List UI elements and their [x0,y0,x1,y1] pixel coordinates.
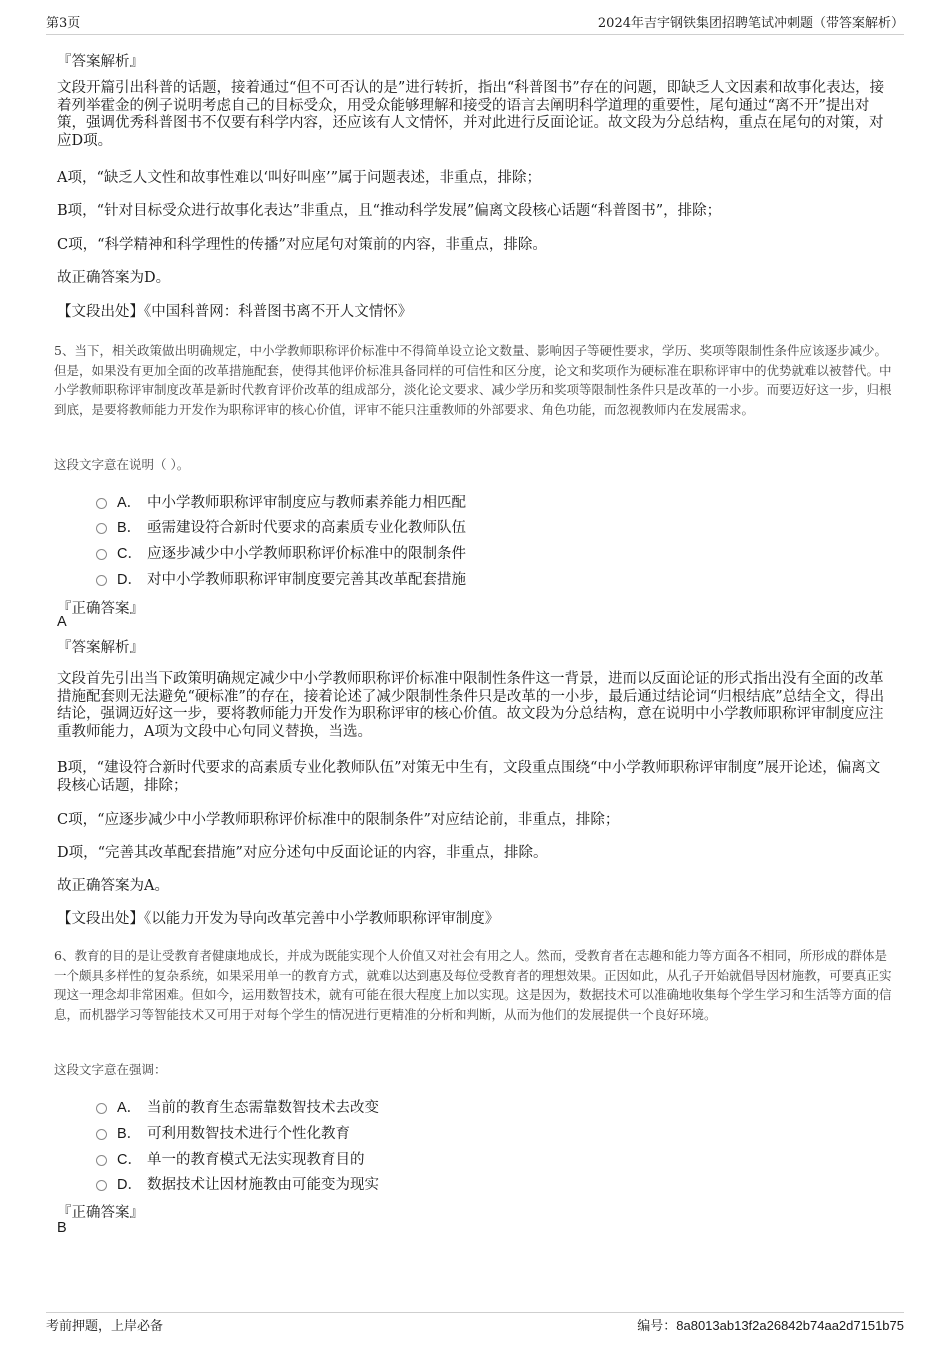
q5-option-b[interactable] [96,516,466,537]
radio-icon[interactable] [96,1155,107,1166]
q5-option-a[interactable] [96,491,466,512]
q5-analysis: 文段首先引出当下政策明确规定减少中小学教师职称评价标准中限制性条件这一背景，进而以反面论证的形式指出没有全面的改革措施配套则无法避免“硬标准”的存在，接着论述了减少限制性条件只是改革的一小步，最后通过结论词“归根结底”总结全文，得出结论，强调迈好这一步，要将教师能力开发作为职称评审的核心价值。故文段为分总结构，意在说明中小学教师职称评审制度应注重教师能力，A项为文段中心句同义替换，当选。 [57,671,885,740]
document-code [637,1315,904,1339]
q4-analysis-label: 『答案解析』 [57,54,144,70]
radio-icon[interactable] [96,1129,107,1140]
option-text: 应逐步减少中小学教师职称评价标准中的限制条件 [147,546,466,562]
q6-option-a[interactable] [96,1096,379,1117]
q5-stem: 这段文字意在说明（ ）。 [54,457,190,472]
option-text: 中小学教师职称评审制度应与教师素养能力相匹配 [147,495,466,511]
page-footer [46,1312,904,1339]
page-header [46,12,904,35]
q5-text: 5、当下，相关政策做出明确规定，中小学教师职称评价标准中不得简单设立论文数量、影响因子等硬性要求，学历、奖项等限制性条件应该逐步减少。但是，如果没有更加全面的改革措施配套，使得其他评价标准具备同样的可信性和区分度，论文和奖项作为硬标准在职称评审中的优势就难以被替代。中小学教师职称评审制度改革是新时代教育评价改革的组成部分，淡化论文要求、减少学历和奖项等限制性条件只是改革的一小步。而要迈好这一步，归根到底，是要将教师能力开发作为职称评审的核心价值，评审不能只注重教师的外部要求、角色功能，而忽视教师内在发展需求。 [54,343,892,417]
radio-icon[interactable] [96,1103,107,1114]
radio-icon[interactable] [96,498,107,509]
option-text: 对中小学教师职称评审制度要完善其改革配套措施 [147,572,466,588]
q5-option-d[interactable] [96,568,466,589]
option-text: 单一的教育模式无法实现教育目的 [147,1152,365,1168]
q4-source: 【文段出处】《中国科普网：科普图书离不开人文情怀》 [57,304,413,320]
q5-conclusion: 故正确答案为A。 [57,878,169,894]
option-letter: A． [117,495,142,511]
q4-b-note: B项，“针对目标受众进行故事化表达”非重点，且“推动科学发展”偏离文段核心话题“科普图书”，排除； [57,203,722,219]
q6-stem: 这段文字意在强调： [54,1062,167,1077]
q6-answer: B [57,1220,67,1236]
page-number: 第3页 [46,16,81,31]
q5-answer-label: 『正确答案』 [57,601,144,617]
q5-answer: A [57,614,67,630]
option-text: 当前的教育生态需靠数智技术去改变 [147,1100,379,1116]
document-code-label: 编号： [637,1319,677,1334]
q5-option-c[interactable] [96,542,466,563]
radio-icon[interactable] [96,1180,107,1191]
q6-option-d[interactable] [96,1173,379,1194]
q6-option-c[interactable] [96,1148,365,1169]
q4-conclusion: 故正确答案为D。 [57,270,171,286]
option-letter: D． [117,1177,142,1193]
radio-icon[interactable] [96,575,107,586]
option-letter: C． [117,546,142,562]
radio-icon[interactable] [96,523,107,534]
q5-d-note: D项，“完善其改革配套措施”对应分述句中反面论证的内容，非重点，排除。 [57,845,548,861]
q6-answer-label: 『正确答案』 [57,1205,144,1221]
q5-source: 【文段出处】《以能力开发为导向改革完善中小学教师职称评审制度》 [57,911,500,927]
q6-option-b[interactable] [96,1122,350,1143]
option-text: 可利用数智技术进行个性化教育 [147,1126,350,1142]
option-letter: B． [117,1126,142,1142]
option-letter: C． [117,1152,142,1168]
q4-a-note: A项，“缺乏人文性和故事性难以‘叫好叫座’”属于问题表述，非重点，排除； [57,170,542,186]
q5-b-note: B项，“建设符合新时代要求的高素质专业化教师队伍”对策无中生有，文段重点围绕“中小学教师职称评审制度”展开论述，偏离文段核心话题，排除； [57,760,881,794]
q5-c-note: C项，“应逐步减少中小学教师职称评价标准中的限制条件”对应结论前，非重点，排除； [57,812,620,828]
q4-analysis: 文段开篇引出科普的话题，接着通过“但不可否认的是”进行转折，指出“科普图书”存在的问题，即缺乏人文因素和故事化表达，接着列举霍金的例子说明考虑自己的目标受众，用受众能够理解和接受的语言去阐明科学道理的重要性，尾句通过“离不开”提出对策，强调优秀科普图书不仅要有科学内容，还应该有人文情怀，并对此进行反面论证。故文段为分总结构，重点在尾句的对策，对应D项。 [57,80,885,149]
q4-c-note: C项，“科学精神和科学理性的传播”对应尾句对策前的内容，非重点，排除。 [57,237,547,253]
option-text: 数据技术让因材施教由可能变为现实 [147,1177,379,1193]
option-text: 亟需建设符合新时代要求的高素质专业化教师队伍 [147,520,466,536]
radio-icon[interactable] [96,549,107,560]
document-code-value: 8a8013ab13f2a26842b74aa2d7151b75 [676,1318,904,1333]
document-title: 2024年吉宇钢铁集团招聘笔试冲刺题（带答案解析） [597,16,904,31]
option-letter: B． [117,520,142,536]
q5-analysis-label: 『答案解析』 [57,640,144,656]
footer-slogan: 考前押题，上岸必备 [46,1319,164,1334]
q6-text: 6、教育的目的是让受教育者健康地成长，并成为既能实现个人价值又对社会有用之人。然而，受教育者在志趣和能力等方面各不相同，所形成的群体是一个颇具多样性的复杂系统，如果采用单一的教育方式，就难以达到惠及每位受教育者的理想效果。正因如此，从孔子开始就倡导因材施教，可要真正实现这一理念却非常困难。但如今，运用数智技术，就有可能在很大程度上加以实现。这是因为，数据技术可以准确地收集每个学生学习和生活等方面的信息，而机器学习等智能技术又可用于对每个学生的情况进行更精准的分析和判断，从而为他们的发展提供一个良好环境。 [54,948,892,1022]
option-letter: D． [117,572,142,588]
option-letter: A． [117,1100,142,1116]
